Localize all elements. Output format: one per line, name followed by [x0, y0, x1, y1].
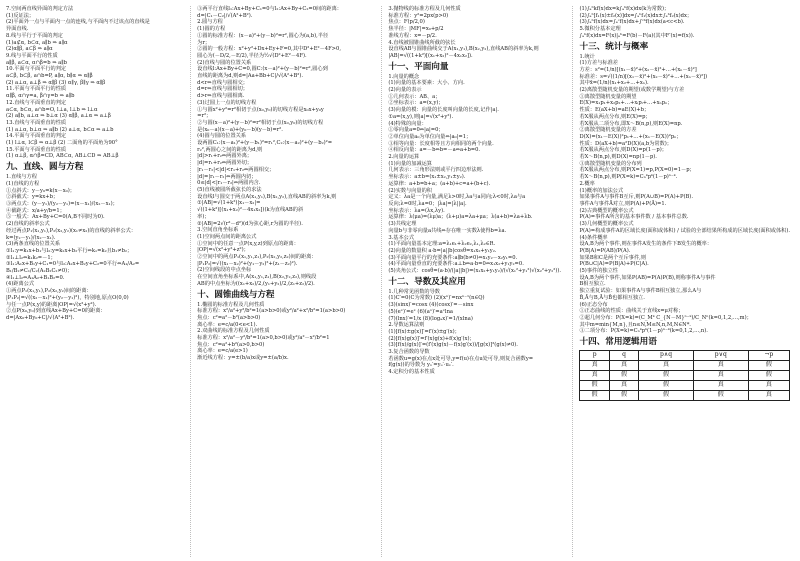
formula-line: 事件A与事件Ā对立,则P(A)+P(Ā)=1.	[579, 200, 667, 207]
formula-line: 焦点：c²=a²+b²(a>0,b>0)	[197, 341, 265, 348]
formula-line: 焦点：F(p/2,0)	[388, 19, 425, 26]
table-cell: 假	[748, 361, 789, 371]
formula-line: (2)实数与向量的积	[388, 187, 432, 194]
formula-line: ④相反向量：a=－b⇔b=－a⇔a+b=0.	[388, 147, 481, 154]
formula-line: (6)正态分布	[579, 301, 608, 308]
formula-line: (1)向量的加减运算	[388, 160, 432, 167]
formula-line: 设A,B为两个事件,则在事件A发生的条件下B发生的概率：	[579, 241, 713, 248]
formula-line: 设A,B为两个事件,如果P(AB)=P(A)P(B),则称事件A与事件	[579, 274, 716, 281]
column-1	[6, 6, 191, 557]
formula-line: d=r⇔直线与圆相切；	[197, 86, 248, 93]
table-header-row	[580, 351, 790, 361]
formula-line: 12.直线与平面垂直的判定	[6, 99, 67, 106]
formula-line: (1) l⊥α, l⊂β ⇒ α⊥β (2) 二面角的平面角为90°	[6, 140, 118, 147]
formula-line: 率)；	[197, 213, 210, 220]
formula-line: ④l₁⊥l₂⇔A₁A₂+B₁B₂=0.	[6, 274, 65, 281]
formula-line: α∥β, α∩γ=a, β∩γ=b ⇒ a∥b	[6, 93, 75, 100]
formula-line: (4)圆与圆的位置关系	[197, 133, 247, 140]
formula-line: 运算律：a+b=b+a；(a+b)+c=a+(b+c).	[388, 180, 491, 187]
formula-line: |d|=|r₁－r₂|⇔两圆内切；	[197, 173, 257, 180]
formula-line: (4)特殊的向量：	[388, 120, 427, 127]
formula-line: 2.双曲线的标准方程及几何性质	[197, 328, 270, 335]
formula-line: ②斜截式：y=kx+b；	[6, 194, 59, 201]
formula-line: 定义：λa是一个向量,满足λ>0时,λa与a同向;λ<0时,λa与a	[388, 194, 526, 201]
section-heading: 十四、常用逻辑用语	[579, 337, 657, 348]
formula-line: 4.定积分的基本性质	[388, 369, 435, 376]
formula-line: ①与圆x²+y²=r²相切于点(x₀,y₀)的切线方程是x₀x+y₀y	[197, 106, 324, 113]
formula-line: ②空间中的两点P₁(x₁,y₁,z₁),P₂(x₂,y₂,z₂)间的距离：	[197, 254, 317, 261]
table-cell: 假	[609, 391, 638, 401]
formula-line: 13.直线与平面垂直的性质	[6, 119, 67, 126]
logic-truth-table	[579, 350, 790, 401]
formula-line: 运算律：λ(μa)=(λμ)a；(λ+μ)a=λa+μa；λ(a+b)=λa+λb.	[388, 214, 533, 221]
table-header-cell: p∨q	[693, 351, 748, 361]
formula-line: (1)a⊄α, b⊂α, a∥b ⇒ a∥α	[6, 39, 68, 46]
formula-line: (2)α∥β, a⊂β ⇒ a∥α	[6, 46, 53, 53]
formula-line: B相互独立.	[579, 281, 606, 288]
formula-line: ①|AB|=√(1+k²)|x₁－x₂|=	[197, 200, 261, 207]
table-cell: 假	[609, 371, 638, 381]
formula-line: 标准差：s=√((1/n)[(x₁－x̄)²+(x₂－x̄)²+…+(xₙ－x̄)²])	[579, 73, 708, 80]
formula-line: a⊂β, b⊂β, a∩b=P, a∥α, b∥α ⇒ α∥β	[6, 73, 93, 80]
table-row	[580, 371, 790, 381]
formula-line: (4)平面向量垂直的充要条件:a⊥b⇔a·b=0⇔x₁x₂+y₁y₂=0.	[388, 261, 524, 268]
formula-line: (5)(eˣ)′=eˣ (6)(aˣ)′=aˣlna	[388, 308, 454, 315]
formula-line: ①几何表示：AB、a；	[388, 93, 441, 100]
formula-line: 几何表示：三角形法则或平行四边形法则.	[388, 167, 484, 174]
formula-line: P(B|A)=P(AB)/P(A).	[579, 247, 631, 254]
formula-line: ③两点式：(y－y₁)/(y₂－y₁)=(x－x₁)/(x₂－x₁)；	[6, 200, 118, 207]
formula-line: (1)空间两点间的距离公式	[197, 233, 257, 240]
formula-line: 异面直线.	[6, 26, 29, 33]
formula-line: 3.空间直角坐标系	[197, 227, 239, 234]
formula-line: (3)向量的模：向量的长度叫向量的长度,记作|a|.	[388, 107, 499, 114]
formula-line: ②超几何分布：P(X=k)=(C_Mᵏ C_{N－M}ⁿ⁻ᵏ)/C_Nⁿ(k=0,1,2,…,m)；	[579, 314, 752, 321]
formula-line: 焦半径：|MF|=x₀+p/2	[388, 26, 444, 33]
formula-line: |d|=r₁+r₂⇔两圆外切；	[197, 160, 253, 167]
formula-line: ②l₁⊥l₂⇔k₁k₂=－1；	[6, 254, 56, 261]
column-2	[197, 6, 382, 557]
formula-line: (2)直线与圆的位置关系	[197, 59, 252, 66]
formula-line: 在空间直角坐标系中,A(x₁,y₁,z₁),B(x₂,y₂,z₂),则线段	[197, 274, 317, 281]
table-cell: 真	[609, 381, 638, 391]
formula-line: (2)古典概型的概率公式	[579, 207, 634, 214]
formula-line: (2)离散型随机变量的期望(或数学期望)与方差	[579, 87, 685, 94]
formula-line: |OP|=√(x²+y²+z²)；	[197, 247, 249, 254]
table-row	[580, 391, 790, 401]
formula-line: AB的中点坐标为((x₁+x₂)/2,(y₁+y₂)/2,(z₁+z₂)/2).	[197, 280, 315, 287]
formula-line: (1)方差与标准差	[579, 60, 618, 67]
formula-line: 如果事件A与事件B互斥,则P(A∪B)=P(A)+P(B).	[579, 194, 693, 201]
formula-line: 坐标表示：λa=(λx,λy).	[388, 207, 445, 214]
formula-line: d<r⇔直线与圆相交；	[197, 79, 248, 86]
formula-line: (5)直线被圆所截弦长的求法	[197, 186, 262, 193]
formula-line: 标准方程：x²/a²+y²/b²=1(a>b>0)或y²/a²+x²/b²=1(a>b>0)	[197, 308, 346, 315]
table-header-cell: ¬p	[748, 351, 789, 361]
formula-line: (1) α⊥β, α∩β=CD, AB⊂α, AB⊥CD ⇒ AB⊥β	[6, 153, 119, 160]
formula-line: (1)直线的方程	[6, 180, 40, 187]
formula-line: B₁/B₂≠C₁/C₂(A₂B₂C₂≠0)；	[6, 268, 73, 275]
formula-line: 为r；	[197, 39, 211, 46]
formula-line: 若X～B(n,p),则P(X=k)=Cₙᵏpᵏ(1－p)ⁿ⁻ᵏ.	[579, 174, 678, 181]
formula-line: B̄,Ā与B,Ā与B̄也都相互独立.	[579, 294, 645, 301]
formula-line: |P₁P₂|=√((x₂－x₁)²+(y₂－y₁)²)，特别地,原点O(0,0)	[6, 294, 129, 301]
formula-line: (5)事件的独立性	[579, 268, 618, 275]
formula-line: ①l₁:y=k₁x+b₁与l₂:y=k₂x+b₂平行⇔k₁=k₂且b₁≠b₂；	[6, 247, 133, 254]
table-cell: 真	[693, 381, 748, 391]
formula-line: ⑤一般式：Ax+By+C=0(A,B不同时为0).	[6, 214, 105, 221]
formula-line: ①点斜式：y－y₀=k(x－x₀)；	[6, 187, 75, 194]
columns	[6, 6, 794, 557]
table-cell: 假	[580, 381, 609, 391]
formula-line: (3)共线定理	[388, 221, 417, 228]
formula-line: 方差：s²=(1/n)[(x₁－x̄)²+(x₂－x̄)²+…+(xₙ－x̄)²]	[579, 66, 697, 73]
table-cell: 假	[748, 371, 789, 381]
formula-line: 渐近线方程：y=±(b/a)x或y=±(a/b)x.	[197, 355, 289, 362]
formula-line: ②单位向量a₀为单位向量⇔|a₀|=1；	[388, 133, 472, 140]
formula-line: (3)平面向量平行的充要条件:a∥b(b≠0)⇔x₁y₂－x₂y₁=0.	[388, 254, 518, 261]
formula-line: 10.平面与平面平行的判定	[6, 66, 67, 73]
formula-line: 2.向量的运算	[388, 154, 420, 161]
formula-line: 7.空间两直线异面的判定方法	[6, 6, 74, 12]
formula-line: (1)C′=0(C为常数) (2)(xⁿ)′=nxⁿ⁻¹(n∈Q)	[388, 295, 485, 302]
formula-line: 2.导数运算法则	[388, 322, 425, 329]
column-4	[579, 6, 794, 557]
formula-line: 1.统计	[579, 53, 595, 60]
formula-line: r₂²,两圆心之间的距离为d,则	[197, 146, 263, 153]
formula-line: (2)空间线段的中点坐标	[197, 267, 252, 274]
formula-line: =r²；	[197, 113, 212, 120]
formula-line: 向量b与非零向量a共线⇔存在唯一实数λ使得b=λa.	[388, 227, 507, 234]
formula-line: ①离散型随机变量的期望	[579, 93, 637, 100]
formula-line: 8.线与平行于平面的判定	[6, 32, 63, 39]
formula-line: ③两平行直线l₁:Ax+By+C₁=0与l₂:Ax+By+C₂=0间的距离：	[197, 6, 342, 12]
table-row	[580, 361, 790, 371]
formula-line: 反向;λ=0时,λa=0；|λa|=|λ||a|.	[388, 200, 467, 207]
formula-line: ③离散型随机变量的分布列	[579, 160, 642, 167]
formula-line: (3)两条直线的位置关系	[6, 241, 61, 248]
formula-line: 0≤|d|<|r₁－r₂|⇔两圆内含.	[197, 180, 261, 187]
formula-line: 9.线与平面平行的性质	[6, 52, 58, 59]
formula-line: 标准方程：x²/a²－y²/b²=1(a>0,b>0)或y²/a²－x²/b²=1	[197, 335, 330, 342]
formula-line: |r₁－r₂|<|d|<r₁+r₂⇔两圆相交；	[197, 166, 275, 173]
formula-line: (3)过圆上一点的切线方程	[197, 99, 257, 106]
formula-line: 经过两点P₁(x₁,y₁),P₂(x₂,y₂)(x₁≠x₂)的直线的斜率公式：	[6, 227, 137, 234]
formula-line: 其中x̄=(1/n)(x₁+x₂+…+xₙ).	[579, 80, 649, 87]
formula-line: 1.椭圆的标准方程及几何性质	[197, 301, 265, 308]
formula-line: 2.概率	[579, 180, 595, 187]
formula-line: 若X服从二项分布,即X～B(n,p),则E(X)=np.	[579, 120, 683, 127]
formula-line: 如果B和C是两个互斥事件,则	[579, 254, 646, 261]
formula-line: 离心率：e=c/a(0<e<1).	[197, 321, 258, 328]
formula-line: (3)(sinx)′=cosx (4)(cosx)′=－sinx	[388, 302, 474, 309]
formula-line: 坐标表示：a±b=(x₁±x₂,y₁±y₂).	[388, 174, 466, 181]
formula-line: ③二项分布：P(X=k)=Cₙᵏpᵏ(1－p)ⁿ⁻ᵏ(k=0,1,2,…,n).	[579, 328, 708, 335]
formula-line: ①a=(x,y),则|a|=√(x²+y²).	[388, 113, 454, 120]
formula-line: (2)向量的表示	[388, 87, 422, 94]
section-heading: 十一、平面向量	[388, 61, 449, 72]
formula-line: 性质：D(aX+b)=a²D(X)(a,b为常数)；	[579, 140, 672, 147]
formula-line: f(g(x))的导数为 yₓ′=yᵤ′·uₓ′.	[388, 362, 454, 369]
formula-line: d=|C₁－C₂|/√(A²+B²).	[197, 12, 253, 19]
formula-line: D(X)=(x₁－E(X))²p₁+…+(xₙ－E(X))²pₙ；	[579, 133, 682, 140]
formula-line: (3)几何概型的概率公式	[579, 221, 634, 228]
formula-line: ④截距式：x/a+y/b=1；	[6, 207, 65, 214]
formula-line: a⊂α, b⊂α, a∩b=O, l⊥a, l⊥b ⇒ l⊥α	[6, 106, 98, 113]
formula-line: (3)[f(x)/g(x)]′=(f′(x)g(x)－f(x)g′(x))/[g(x)]²(g(x)≠0).	[388, 342, 518, 349]
formula-line: 标准方程：y²=2px(p>0)	[388, 12, 449, 19]
table-cell: 真	[639, 361, 694, 371]
table-header-cell: p∧q	[639, 351, 694, 361]
formula-line: 焦点：c²=a²－b²(a>b>0)	[197, 314, 261, 321]
formula-line: 准线方程：x=－p/2.	[388, 32, 437, 39]
formula-line: 若X服从两点分布,则D(X)=p(1－p)；	[579, 147, 667, 154]
formula-line: ③相等向量：长度相等且方向相同的两个向量.	[388, 140, 494, 147]
formula-line: (4)距离公式	[6, 281, 35, 288]
formula-line: ∫ₐᵇf(x)dx=F(x)|ₐᵇ=F(b)－F(a)(其中F′(x)=f(x)).	[579, 32, 695, 39]
formula-line: 若函数u=g(x)在点x处可导,y=f(u)在点u处可导,则复合函数y=	[388, 355, 534, 362]
formula-line: ①零向量a=0⇔|a|=0；	[388, 127, 444, 134]
formula-line: (1)平面向量基本定理:a=λ₁e₁+λ₂e₂,λ₁,λ₂∈R.	[388, 241, 496, 248]
formula-line: 性质：E(aX+b)=aE(X)+b；	[579, 107, 650, 114]
formula-line: (2)直线的斜率公式	[6, 221, 50, 228]
formula-line: 是(x₀－a)(x－a)+(y₀－b)(y－b)=r².	[197, 126, 283, 133]
formula-line: 若X服从两点分布,则E(X)=p；	[579, 113, 651, 120]
table-row	[580, 381, 790, 391]
formula-line: k=(y₂－y₁)/(x₂－x₁).	[6, 234, 56, 241]
formula-line: |d|>r₁+r₂⇔两圆外离；	[197, 153, 253, 160]
formula-line: 3.基本公式	[388, 234, 415, 241]
formula-line: 2.圆与方程	[197, 19, 223, 26]
formula-line: (2)∫ₐᵇ[f₁(x)±f₂(x)]dx=∫ₐᵇf₁(x)dx±∫ₐᵇf₂(x)dx；	[579, 12, 693, 19]
formula-line: (2)[f(x)g(x)]′=f′(x)g(x)+f(x)g′(x)；	[388, 335, 475, 342]
formula-line: P(A)=事件A所含的基本事件数 / 基本事件总数.	[579, 214, 689, 221]
formula-line: 与任一点P(x,y)的距离|OP|=√(x²+y²).	[6, 301, 97, 308]
formula-line: 设两圆C₁:(x－a₁)²+(y－b₁)²=r₁²,C₂:(x－a₂)²+(y－b₂)²=	[197, 140, 333, 147]
formula-line: 设直线l与圆交于两点A(x₁,y₁),B(x₂,y₂),直线AB的斜率为k,则	[197, 193, 337, 200]
formula-line: (3)∫ₐᵇf(x)dx=∫ₐᶜf(x)dx+∫ᶜᵇf(x)dx(a<c<b).	[579, 19, 685, 26]
table-header-cell: p	[580, 351, 609, 361]
table-cell: 假	[639, 371, 694, 381]
table-cell: 真	[693, 371, 748, 381]
formula-line: (1)圆的方程	[197, 26, 226, 33]
formula-line: P(B∪C|A)=P(B|A)+P(C|A).	[579, 261, 649, 268]
formula-line: (1)反证法；	[6, 12, 35, 19]
formula-line: 1.直线与方程	[6, 174, 37, 181]
formula-line: E(X)=x₁p₁+x₂p₂+…+xᵢpᵢ+…+xₙpₙ；	[579, 100, 673, 107]
formula-line: ③l₁:A₁x+B₁y+C₁=0与l₂:A₂x+B₂y+C₂=0平行⇔A₁/A₂=	[6, 261, 140, 268]
formula-line: P(A)=构成事件A的区域长度(面积或体积) / 试验的全部结果所构成的区域长度(面积或体积).	[579, 227, 791, 234]
formula-line: d=|Ax₀+By₀+C|/√(A²+B²).	[6, 314, 75, 321]
formula-line: ①正态曲线的性质：曲线关于直线x=μ对称；	[579, 308, 684, 315]
table-cell: 真	[693, 361, 748, 371]
table-cell: 假	[639, 391, 694, 401]
formula-line: 1.向量的概念	[388, 73, 420, 80]
formula-line: 1.几种常见函数的导数	[388, 288, 440, 295]
formula-line: ②坐标表示：a=(x,y)；	[388, 100, 444, 107]
column-3	[388, 6, 573, 557]
formula-line: ②离散型随机变量的方差	[579, 127, 637, 134]
formula-line: d>r⇔直线与圆相离.	[197, 93, 245, 100]
formula-line: (1)向量的基本要素：大小、方向.	[388, 80, 465, 87]
table-cell: 假	[580, 391, 609, 401]
formula-line: (5)夹角公式：cosθ=(a·b)/(|a||b|)=(x₁x₂+y₁y₂)/(√(x₁²+y₁²)√(x₂²+y₂²)).	[388, 268, 562, 275]
formula-line: (4)条件概率	[579, 234, 608, 241]
formula-line: ②|AB|=2√(r²－d²)(d为弦心距,r为圆的半径).	[197, 220, 303, 227]
formula-line: |P₁P₂|=√((x₁－x₂)²+(y₁－y₂)²+(z₁－z₂)²).	[197, 260, 298, 267]
formula-line: a∥β, a⊂α, α∩β=b ⇒ a∥b	[6, 59, 67, 66]
formula-line: 3.复合函数的导数	[388, 349, 430, 356]
formula-line: (2)平面外一点与平面内一点的连线,与平面内不过该点的直线是	[6, 19, 150, 26]
formula-line: (2) a∥b, a⊥α ⇒ b⊥α (3) α∥β, a⊥α ⇒ a⊥β	[6, 113, 111, 120]
formula-line: 11.平面与平面平行的性质	[6, 86, 67, 93]
table-cell: 假	[693, 391, 748, 401]
formula-line: ①空间中的任意一点P(x,y,z)到原点的距离：	[197, 240, 299, 247]
formula-line: √((1+k²)[(x₁+x₂)²－4x₁x₂])(k为直线AB的斜	[197, 207, 304, 214]
formula-line: 若X～B(n,p),则D(X)=np(1－p).	[579, 154, 657, 161]
section-heading: 十二、导数及其应用	[388, 276, 466, 287]
formula-line: 圆心为(－D/2,－E/2),半径为½√(D²+E²－4F).	[197, 52, 307, 59]
table-cell: 真	[748, 391, 789, 401]
formula-line: (1)∫ₐᵇkf(x)dx=k∫ₐᵇf(x)dx(k为常数)；	[579, 6, 670, 12]
formula-line: 直线的距离为d,则d=|Aa+Bb+C|/√(A²+B²).	[197, 73, 304, 80]
formula-line: (1)概率的加法公式	[579, 187, 624, 194]
section-heading: 十、圆锥曲线与方程	[197, 289, 275, 300]
formula-line: ②点P(x₀,y₀)到直线Ax+By+C=0的距离：	[6, 308, 106, 315]
table-cell: 假	[639, 381, 694, 391]
section-heading: 十三、统计与概率	[579, 41, 649, 52]
formula-line: 5.微积分基本定理	[579, 26, 621, 33]
formula-line: 设直线AB与圆锥曲线交于A(x₁,y₁),B(x₂,y₂),直线AB的斜率为k,则	[388, 46, 539, 53]
formula-line: (2) a⊥α, a⊥β ⇒ α∥β (3) α∥γ, β∥γ ⇒ α∥β	[6, 79, 106, 86]
formula-line: 15.平面与平面垂直的性质	[6, 146, 67, 153]
formula-line: 独立重复试验：如果事件A与事件B相互独立,那么A与	[579, 288, 702, 295]
formula-line: ①两点P₁(x₁,y₁),P₂(x₂,y₂)间的距离：	[6, 288, 92, 295]
formula-line: ②与圆(x－a)²+(y－b)²=r²相切于点(x₀,y₀)的切线方程	[197, 119, 324, 126]
table-cell: 真	[609, 361, 638, 371]
formula-line: (7)(lnx)′=1/x (8)(logₐx)′=1/(xlna)	[388, 315, 473, 322]
formula-line: |AB|=√((1+k²)[(x₁+x₂)²－4x₁x₂]).	[388, 52, 473, 59]
formula-line: 设直线l:Ax+By+C=0,圆C:(x－a)²+(y－b)²=r²,圆心到	[197, 66, 328, 73]
formula-line: 4.直线被圆锥曲线所截的弦长	[388, 39, 456, 46]
table-cell: 真	[580, 371, 609, 381]
table-header-cell: q	[609, 351, 638, 361]
section-heading: 九、直线、圆与方程	[6, 162, 84, 173]
formula-line: 若X服从两点分布,则P(X=1)=p,P(X=0)=1－p；	[579, 167, 695, 174]
formula-line: ②圆的一般方程：x²+y²+Dx+Ey+F=0,其中D²+E²－4F>0,	[197, 46, 341, 53]
formula-line: 14.平面与平面垂直的判定	[6, 133, 67, 140]
formula-line: (1) a⊥α, b⊥α ⇒ a∥b (2) a⊥α, b⊂α ⇒ a⊥b	[6, 126, 114, 133]
table-cell: 真	[580, 361, 609, 371]
formula-line: 其中m=min{M,n},且n≤N,M≤N,n,M,N∈N*.	[579, 321, 691, 328]
formula-line: 离心率：e=c/a(e>1)	[197, 348, 248, 355]
formula-line: (1)[f(x)±g(x)]′=f′(x)±g′(x)；	[388, 328, 460, 335]
formula-line: (2)向量的数量积 a·b=|a||b|cosθ=x₁x₂+y₁y₂.	[388, 247, 497, 254]
table-cell: 真	[748, 381, 789, 391]
formula-line: ①圆的标准方程：(x－a)²+(y－b)²=r²,圆心为(a,b),半径	[197, 32, 329, 39]
formula-line: 3.抛物线的标准方程及几何性质	[388, 6, 461, 12]
